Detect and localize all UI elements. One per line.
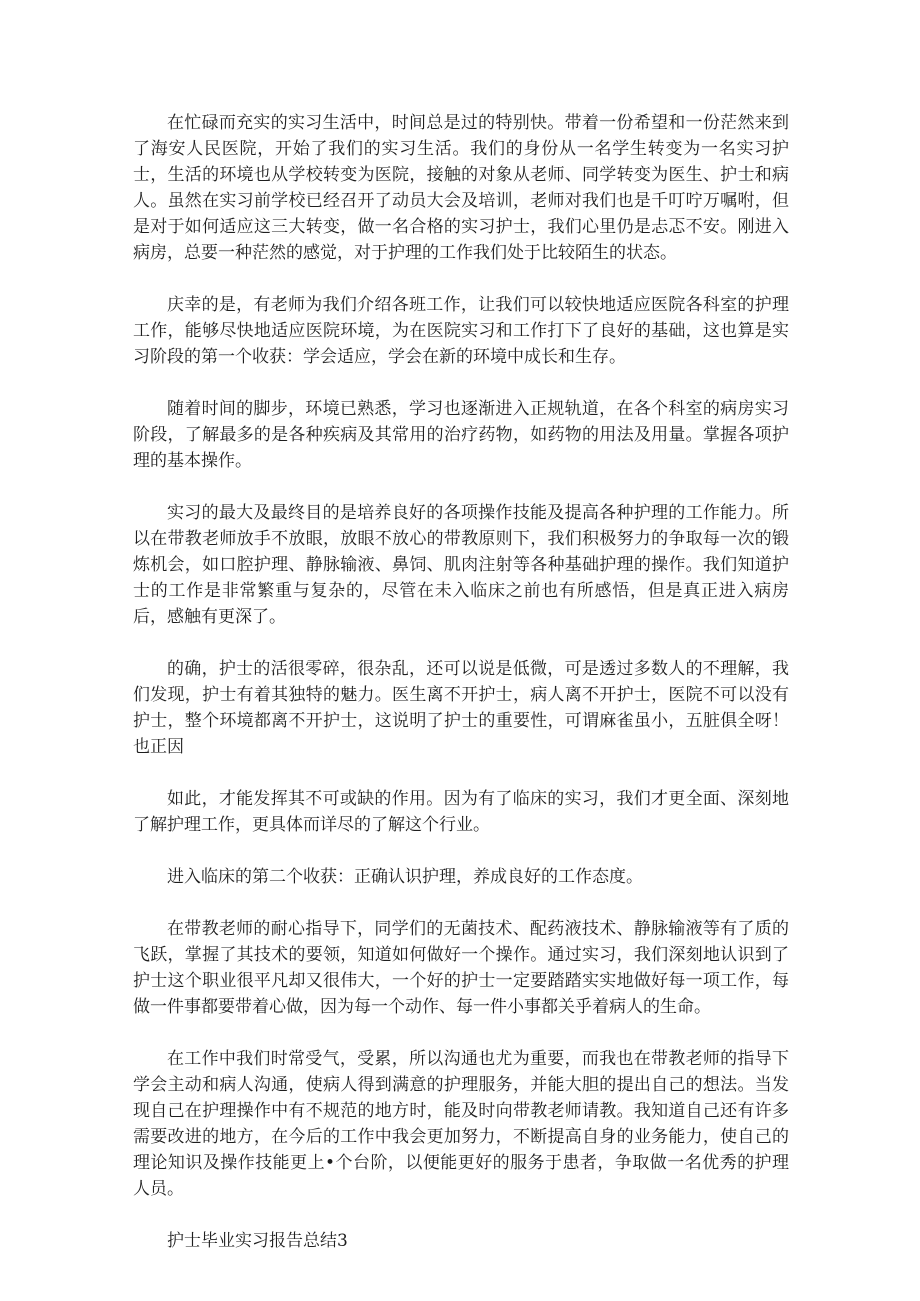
paragraph: 如此，才能发挥其不可或缺的作用。因为有了临床的实习，我们才更全面、深刻地了解护理工作，更具体而详尽的了解这个行业。 [133, 789, 789, 835]
paragraph: 进入临床的第二个收获：正确认识护理，养成良好的工作态度。 [167, 867, 643, 887]
paragraph: 随着时间的脚步，环境已熟悉，学习也逐渐进入正规轨道，在各个科室的病房实习阶段，了解最多的是各种疾病及其常用的治疗药物，如药物的用法及用量。掌握各项护理的基本操作。 [133, 399, 789, 471]
paragraph: 的确，护士的活很零碎，很杂乱，还可以说是低微，可是透过多数人的不理解，我们发现，护士有着其独特的魅力。医生离不开护士，病人离不开护士，医院不可以没有护士，整个环境都离不开护士，这说明了护士的重要性，可谓麻雀虽小，五脏俱全呀！也正因 [133, 659, 789, 757]
paragraph: 在带教老师的耐心指导下，同学们的无菌技术、配药液技术、静脉输液等有了质的飞跃，掌握了其技术的要领，知道如何做好一个操作。通过实习，我们深刻地认识到了护士这个职业很平凡却又很伟大，一个好的护士一定要踏踏实实地做好每一项工作，每做一件事都要带着心做，因为每一个动作、每一件小事都关乎着病人的生命。 [133, 919, 789, 1017]
section-heading: 护士毕业实习报告总结3 [167, 1231, 348, 1251]
paragraph: 庆幸的是，有老师为我们介绍各班工作，让我们可以较快地适应医院各科室的护理工作，能够尽快地适应医院环境，为在医院实习和工作打下了良好的基础，这也算是实习阶段的第一个收获：学会适应，学会在新的环境中成长和生存。 [133, 295, 789, 367]
paragraph: 在忙碌而充实的实习生活中，时间总是过的特别快。带着一份希望和一份茫然来到了海安人民医院，开始了我们的实习生活。我们的身份从一名学生转变为一名实习护士，生活的环境也从学校转变为医院，接触的对象从老师、同学转变为医生、护士和病人。虽然在实习前学校已经召开了动员大会及培训，老师对我们也是千叮咛万嘱咐，但是对于如何适应这三大转变，做一名合格的实习护士，我们心里仍是忐忑不安。刚进入病房，总要一种茫然的感觉，对于护理的工作我们处于比较陌生的状态。 [133, 113, 789, 263]
paragraph: 在工作中我们时常受气，受累，所以沟通也尤为重要，而我也在带教老师的指导下学会主动和病人沟通，使病人得到满意的护理服务，并能大胆的提出自己的想法。当发现自己在护理操作中有不规范的地方时，能及时向带教老师请教。我知道自己还有许多需要改进的地方，在今后的工作中我会更加努力，不断提高自身的业务能力，使自己的理论知识及操作技能更上•个台阶，以便能更好的服务于患者，争取做一名优秀的护理人员。 [133, 1049, 789, 1199]
document-body [133, 110, 789, 1254]
paragraph: 实习的最大及最终目的是培养良好的各项操作技能及提高各种护理的工作能力。所以在带教老师放手不放眼，放眼不放心的带教原则下，我们积极努力的争取每一次的锻炼机会，如口腔护理、静脉输液、鼻饲、肌肉注射等各种基础护理的操作。我们知道护士的工作是非常繁重与复杂的，尽管在未入临床之前也有所感悟，但是真正进入病房后，感触有更深了。 [133, 503, 789, 627]
